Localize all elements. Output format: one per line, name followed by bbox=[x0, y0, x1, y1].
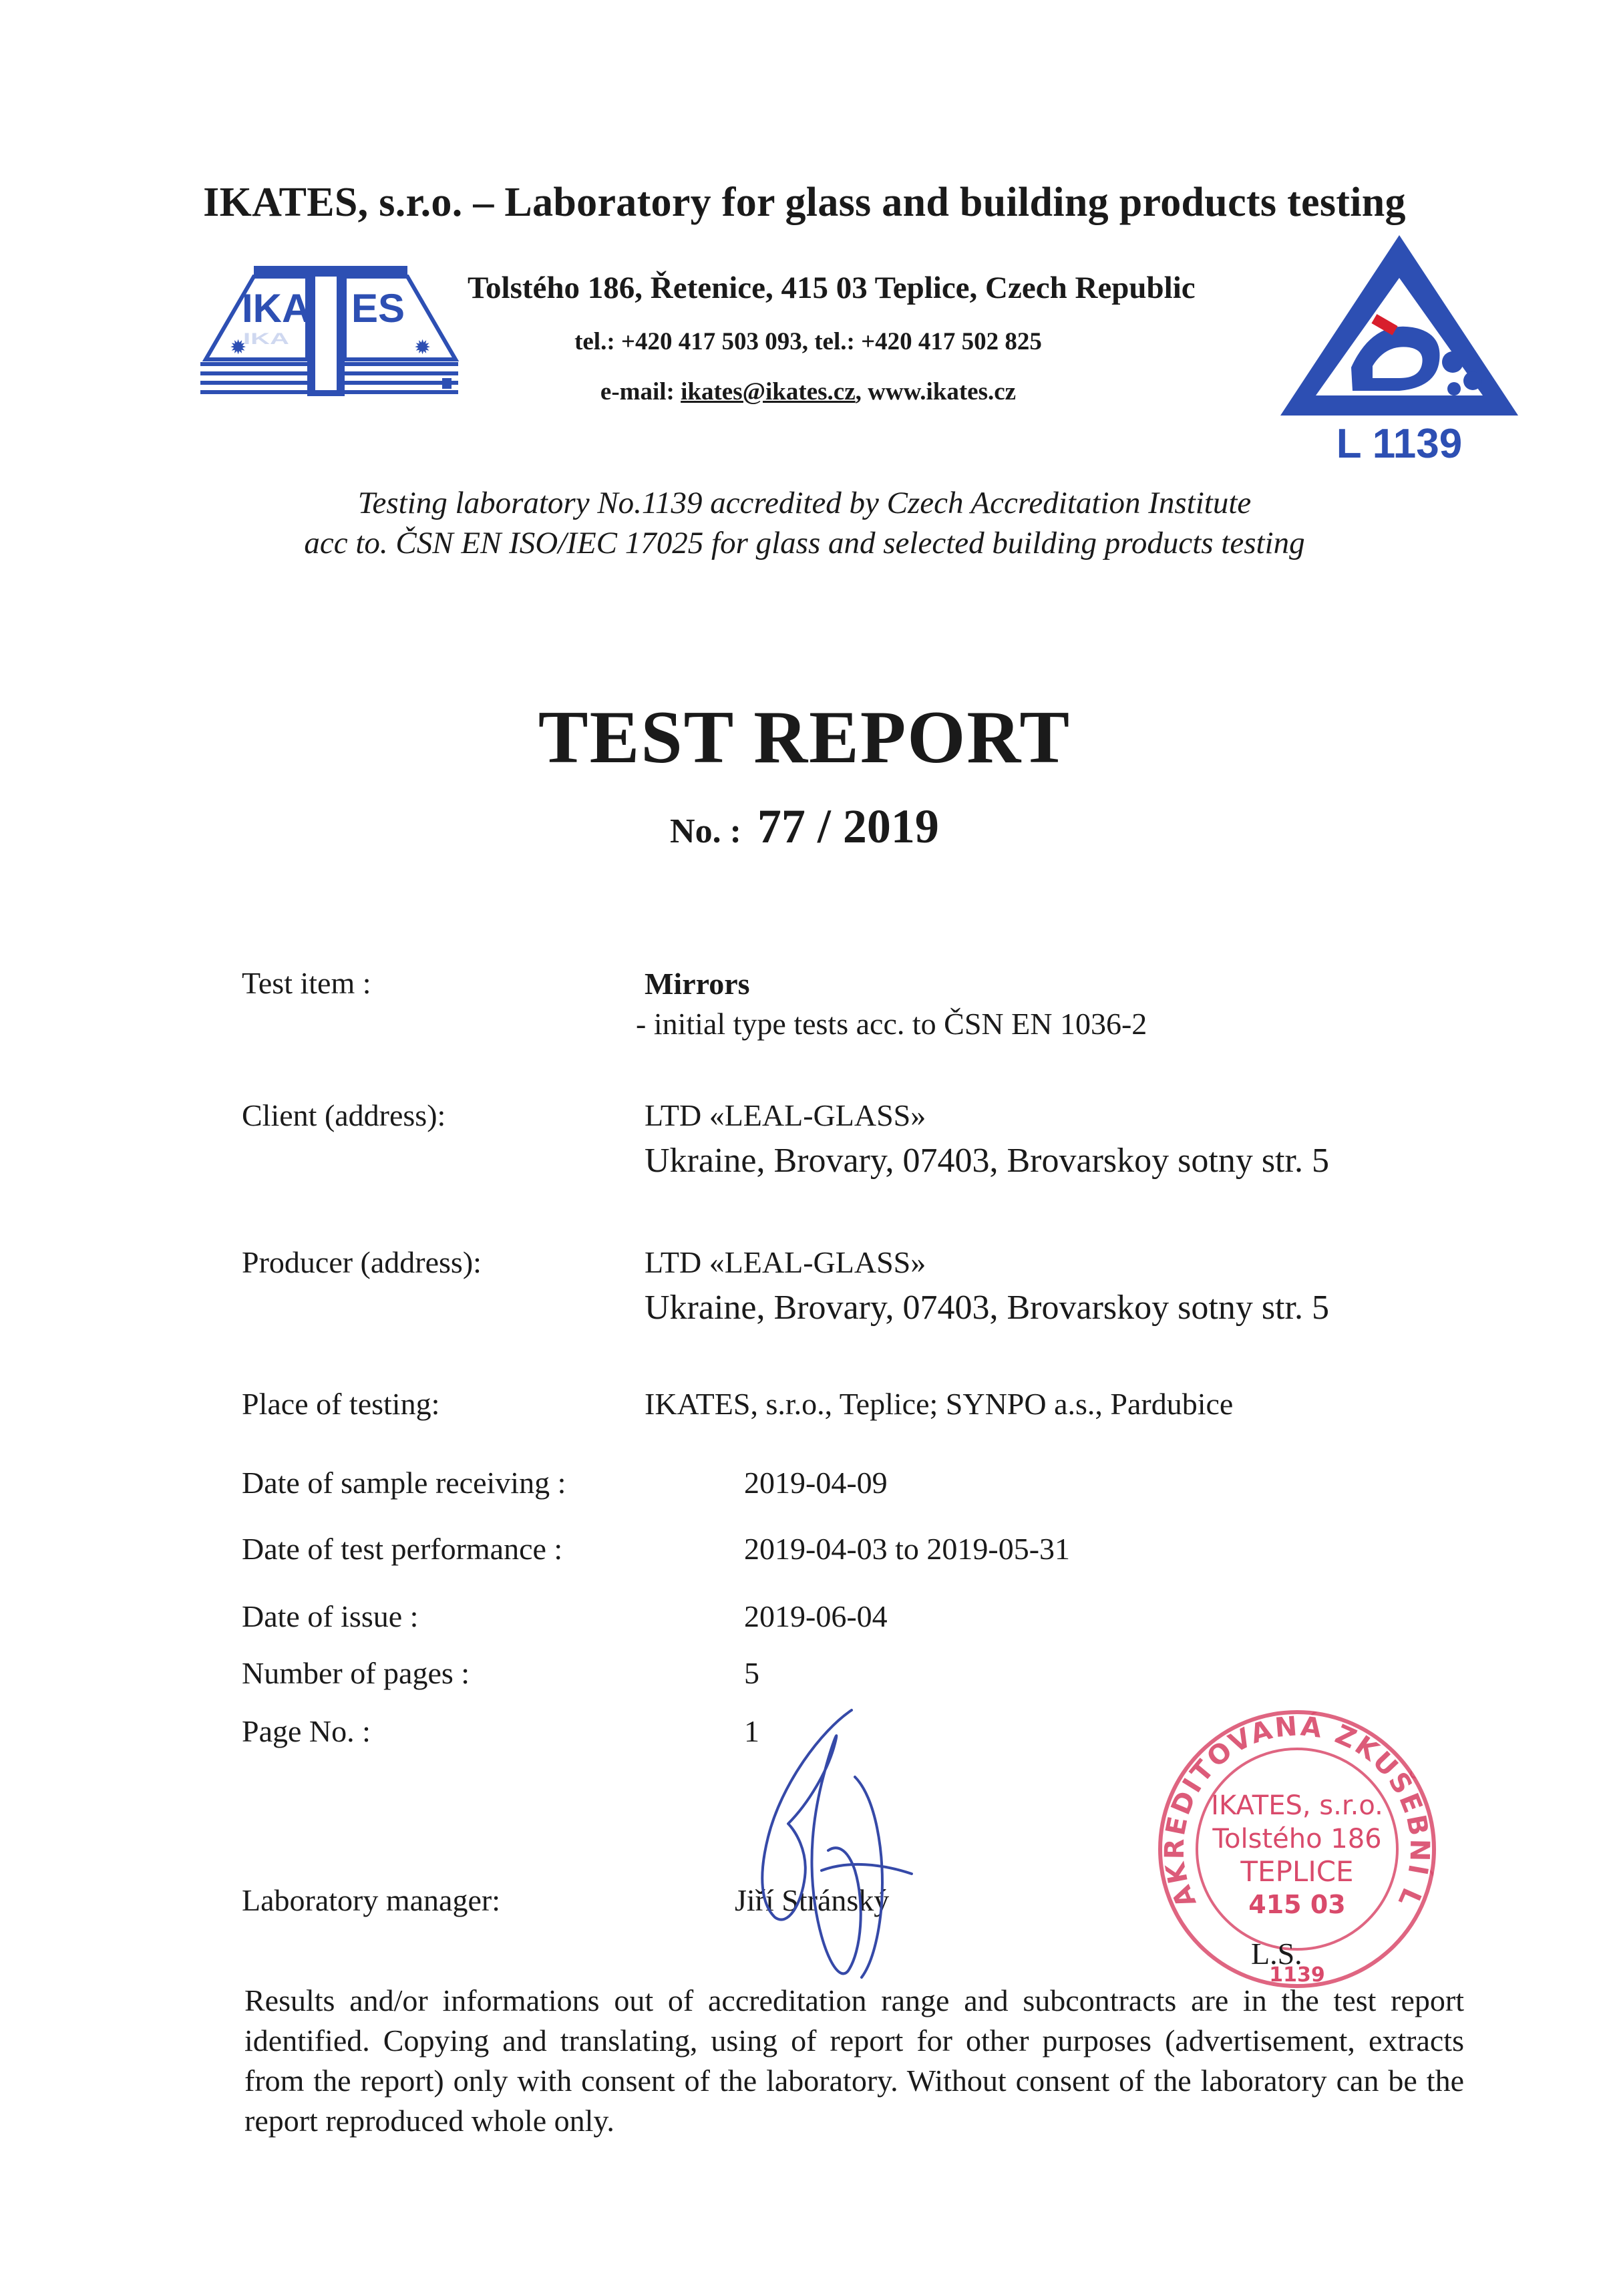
pages-value: 5 bbox=[744, 1656, 759, 1690]
client-name: LTD «LEAL-GLASS» bbox=[645, 1098, 926, 1132]
lab-email-line bbox=[468, 377, 1149, 406]
test-item-note: - initial type tests acc. to ČSN EN 1036-2 bbox=[636, 1007, 1147, 1041]
report-number bbox=[0, 799, 1609, 854]
stamp-ring-text: AKREDITOVANÁ ZKUŠEBNÍ L bbox=[1159, 1711, 1435, 1913]
logo-text-ika: IKA bbox=[242, 286, 311, 331]
place-label: Place of testing: bbox=[242, 1387, 440, 1421]
website-link[interactable]: , www.ikates.cz bbox=[855, 378, 1017, 405]
test-item-label: Test item : bbox=[242, 966, 371, 1000]
manager-label: Laboratory manager: bbox=[242, 1883, 500, 1917]
email-label: e-mail: bbox=[600, 378, 675, 405]
receiving-label: Date of sample receiving : bbox=[242, 1466, 566, 1500]
svg-text:✹: ✹ bbox=[414, 336, 431, 359]
client-address: Ukraine, Brovary, 07403, Brovarskoy sotny str. 5 bbox=[645, 1142, 1329, 1180]
producer-label: Producer (address): bbox=[242, 1245, 482, 1279]
ls-mark: L.S. bbox=[1251, 1937, 1302, 1971]
logo-text-es: ES bbox=[351, 286, 405, 331]
report-title: TEST REPORT bbox=[538, 696, 1071, 779]
receiving-value: 2019-04-09 bbox=[744, 1466, 888, 1500]
issue-value: 2019-06-04 bbox=[744, 1599, 888, 1633]
producer-address: Ukraine, Brovary, 07403, Brovarskoy sotny str. 5 bbox=[645, 1289, 1329, 1327]
email-link[interactable]: ikates@ikates.cz bbox=[681, 378, 856, 405]
signature bbox=[721, 1703, 922, 1991]
accreditation-logo bbox=[1272, 220, 1526, 474]
accreditation-line-2: acc to. ČSN EN ISO/IEC 17025 for glass and selected building products testing bbox=[304, 526, 1305, 560]
client-label: Client (address): bbox=[242, 1098, 446, 1132]
report-no-value: 77 / 2019 bbox=[757, 800, 939, 853]
manager-name: Jiří Stránský bbox=[735, 1883, 890, 1917]
disclaimer: Results and/or informations out of accreditation range and subcontracts are in the test report identified. Copying and translating, using of report for other purposes (advertisement, extracts from the report) only with consent of the laboratory. Without consent of the laboratory can be the report reproduced whole only. bbox=[244, 1983, 1464, 2138]
producer-name: LTD «LEAL-GLASS» bbox=[645, 1245, 926, 1279]
report-no-label: No. : bbox=[670, 812, 741, 850]
stamp-line-1: IKATES, s.r.o. bbox=[1211, 1790, 1383, 1821]
ikates-logo bbox=[200, 261, 461, 401]
lab-address: Tolstého 186, Řetenice, 415 03 Teplice, Czech Republic bbox=[468, 271, 1196, 305]
place-value: IKATES, s.r.o., Teplice; SYNPO a.s., Pardubice bbox=[645, 1387, 1234, 1421]
accreditation-line-1: Testing laboratory No.1139 accredited by Czech Accreditation Institute bbox=[357, 486, 1252, 520]
performance-value: 2019-04-03 to 2019-05-31 bbox=[744, 1532, 1071, 1566]
test-item-value: Mirrors bbox=[645, 967, 750, 1001]
issue-label: Date of issue : bbox=[242, 1599, 419, 1633]
accreditation-code: L 1139 bbox=[1336, 421, 1463, 467]
stamp-line-4: 415 03 bbox=[1248, 1890, 1346, 1919]
performance-label: Date of test performance : bbox=[242, 1532, 563, 1566]
stamp-number: 1139 bbox=[1269, 1963, 1325, 1987]
stamp-line-3: TEPLICE bbox=[1240, 1855, 1354, 1888]
lab-title: IKATES, s.r.o. – Laboratory for glass and building products testing bbox=[203, 180, 1406, 225]
stamp-line-2: Tolstého 186 bbox=[1212, 1824, 1382, 1854]
svg-text:✹: ✹ bbox=[230, 336, 247, 359]
page-no-value: 1 bbox=[744, 1714, 759, 1748]
svg-text:IKA: IKA bbox=[243, 329, 289, 347]
lab-phones: tel.: +420 417 503 093, tel.: +420 417 502 825 bbox=[574, 328, 1042, 355]
pages-label: Number of pages : bbox=[242, 1656, 470, 1690]
page-no-label: Page No. : bbox=[242, 1714, 371, 1748]
